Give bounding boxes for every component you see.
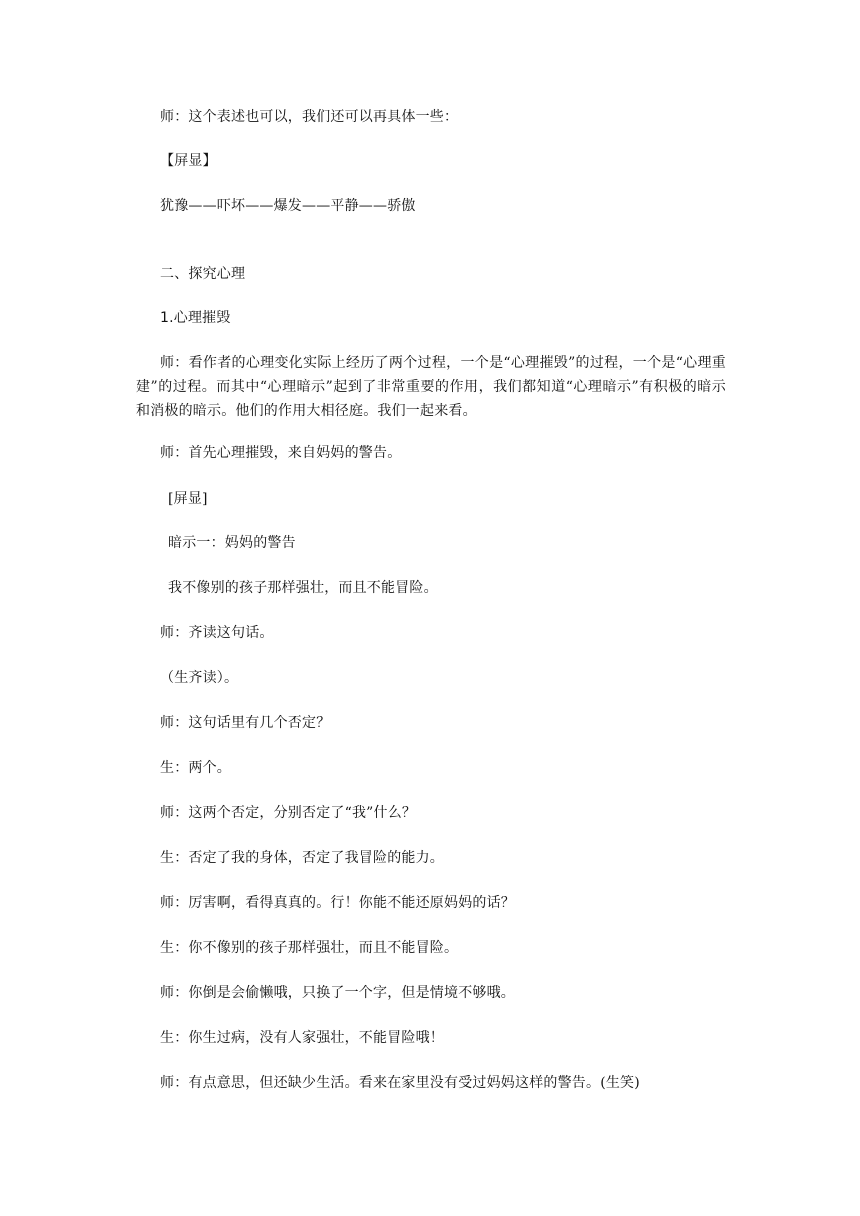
line-teacher-7: 师：厉害啊，看得真真的。行！你能不能还原妈妈的话？ (160, 895, 515, 911)
line-student-1: 生：两个。 (160, 760, 231, 776)
line-student-3: 生：你不像别的孩子那样强壮，而且不能冒险。 (160, 940, 459, 956)
line-student-2: 生：否定了我的身体，否定了我冒险的能力。 (160, 850, 444, 866)
screen-display-label: 【屏显】 (160, 153, 217, 169)
line-teacher-6: 师：这两个否定，分别否定了“我”什么？ (160, 805, 417, 821)
line-teacher-8: 师：你倒是会偷懒哦，只换了一个字，但是情境不够哦。 (160, 985, 515, 1001)
emotion-sequence: 犹豫——吓坏——爆发——平静——骄傲 (160, 198, 416, 214)
line-teacher-5: 师：这句话里有几个否定？ (160, 715, 331, 731)
quoted-sentence: 我不像别的孩子那样强壮，而且不能冒险。 (168, 580, 438, 596)
paragraph-teacher-2: 师：看作者的心理变化实际上经历了两个过程，一个是“心理摧毁”的过程，一个是“心理重建”的过程。而其中“心理暗示”起到了非常重要的作用，我们都知道“心理暗示”有积极的暗示和消极的暗示。他们的作用大相径庭。我们一起来看。 (136, 355, 726, 419)
hint-one-title: 暗示一：妈妈的警告 (168, 535, 296, 551)
section-heading: 二、探究心理 (160, 266, 246, 282)
line-teacher-1: 师：这个表述也可以，我们还可以再具体一些： (160, 109, 459, 125)
line-student-4: 生：你生过病，没有人家强壮，不能冒险哦！ (160, 1030, 444, 1046)
screen-display-label-2: [屏显] (168, 491, 208, 507)
subsection-heading: 1.心理摧毁 (160, 310, 231, 326)
line-students-read: （生齐读）。 (160, 670, 239, 686)
line-teacher-9: 师：有点意思，但还缺少生活。看来在家里没有受过妈妈这样的警告。(生笑) (160, 1075, 640, 1091)
line-teacher-4: 师：齐读这句话。 (160, 625, 274, 641)
line-teacher-3: 师：首先心理摧毁，来自妈妈的警告。 (160, 445, 402, 461)
